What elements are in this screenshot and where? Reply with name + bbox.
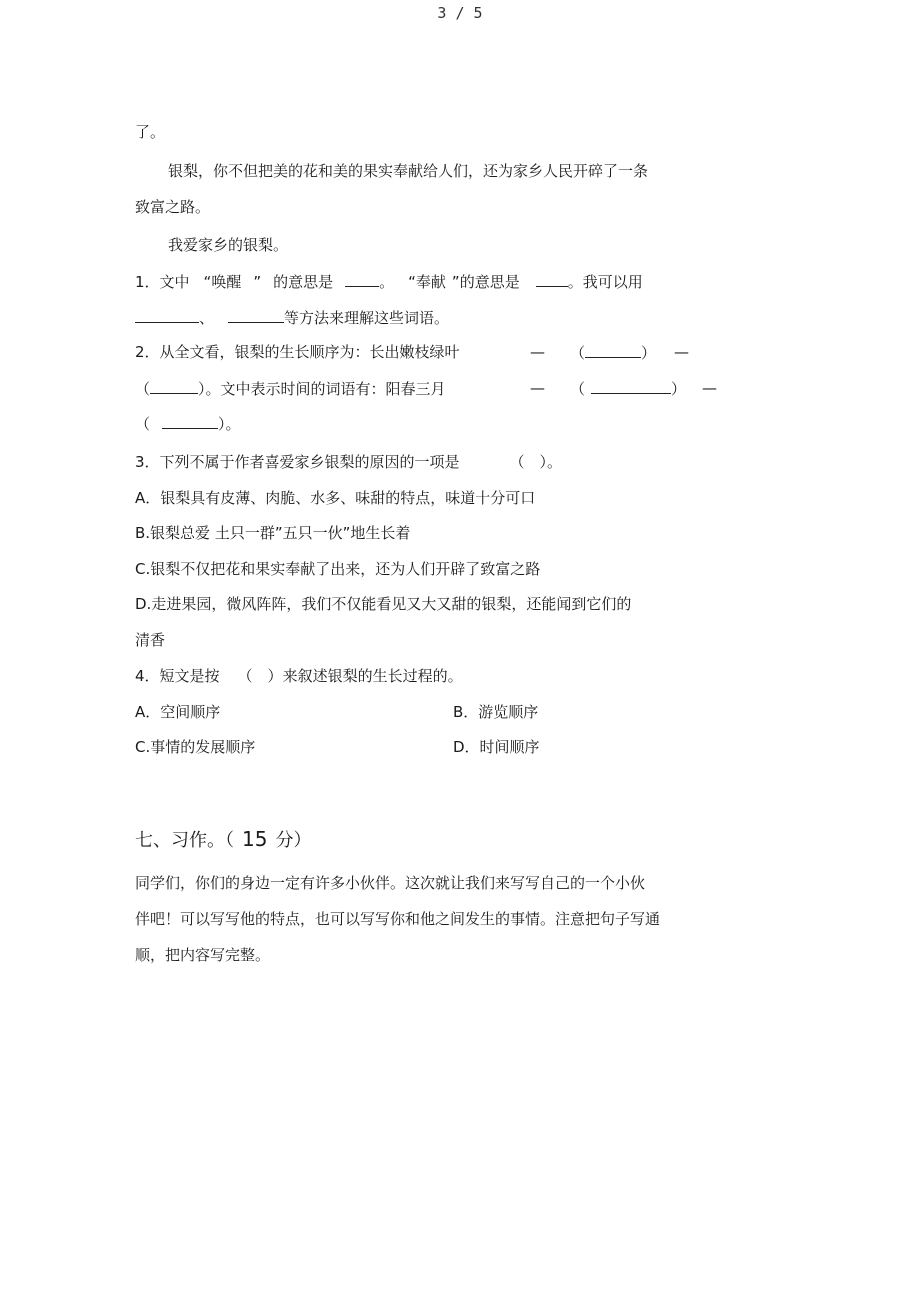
passage-paragraph: 我爱家乡的银梨。 [168,236,289,254]
page-number: 3 / 5 [437,4,483,22]
dash: — [530,379,545,397]
answer-blank[interactable] [150,378,198,394]
answer-paren: （ ） [570,344,657,362]
option-c: C.事情的发展顺序 [135,738,256,756]
section-title: 七、习作。（ 15 分） [135,827,312,851]
q1-text: 。 [379,273,395,291]
q1-text: “唤醒 [203,273,242,291]
option-a: A．银梨具有皮薄、肉脆、水多、味甜的特点，味道十分可口 [135,489,536,507]
q1-text: 1．文中 [135,273,190,291]
q1-text: 等方法来理解这些词语。 [284,309,450,327]
section-paragraph: 顺，把内容写完整。 [135,946,271,964]
answer-blank[interactable] [228,307,284,323]
question-1-cont [135,307,449,328]
question-2: 2．从全文看，银梨的生长顺序为：长出嫩枝绿叶 [135,343,460,361]
option-b: B．游览顺序 [453,703,539,721]
passage-paragraph-cont: 致富之路。 [135,198,211,216]
option-d: D.走进果园，微风阵阵，我们不仅能看见又大又甜的银梨，还能闻到它们的 [135,595,632,613]
section-paragraph: 同学们，你们的身边一定有许多小伙伴。这次就让我们来写写自己的一个小伙 [135,874,646,892]
answer-blank[interactable] [135,307,199,323]
option-c: C.银梨不仅把花和果实奉献了出来，还为人们开辟了致富之路 [135,560,541,578]
answer-paren: （ ） [570,380,687,398]
answer-paren[interactable]: （ ） [237,667,283,685]
option-d: D．时间顺序 [453,738,540,756]
question-1 [135,271,643,292]
dash: — [530,343,545,361]
q1-text: 。我可以用 [567,273,643,291]
answer-blank[interactable] [345,271,379,287]
q1-text: “奉献 [408,273,446,291]
dash: — [674,343,689,361]
question-2-cont: （ ）。文中表示时间的词语有：阳春三月 [135,380,446,398]
option-d-cont: 清香 [135,631,166,649]
q1-text: 、 [199,309,215,327]
answer-blank[interactable] [591,378,671,394]
option-b: B.银梨总爱 土只一群”五只一伙”地生长着 [135,524,411,542]
answer-paren[interactable]: （ ）。 [509,453,563,471]
q1-text: ”的意思是 [451,273,520,291]
question-2-cont: （ ）。 [135,415,241,433]
passage-paragraph: 银梨，你不但把美的花和美的果实奉献给人们，还为家乡人民开碎了一条 [168,162,649,180]
section-paragraph: 伴吧！可以写写他的特点，也可以写写你和他之间发生的事情。注意把句子写通 [135,910,661,928]
q1-text: 的意思是 [273,273,334,291]
answer-blank[interactable] [162,413,218,429]
q1-text: ” [253,273,262,291]
answer-blank[interactable] [536,271,568,287]
passage-line: 了。 [135,123,166,141]
question-3: 3．下列不属于作者喜爱家乡银梨的原因的一项是 （ ）。 [135,453,563,471]
dash: — [702,379,717,397]
option-a: A．空间顺序 [135,703,221,721]
question-4: 4．短文是按 （ ）来叙述银梨的生长过程的。 [135,667,463,685]
answer-blank[interactable] [585,342,641,358]
